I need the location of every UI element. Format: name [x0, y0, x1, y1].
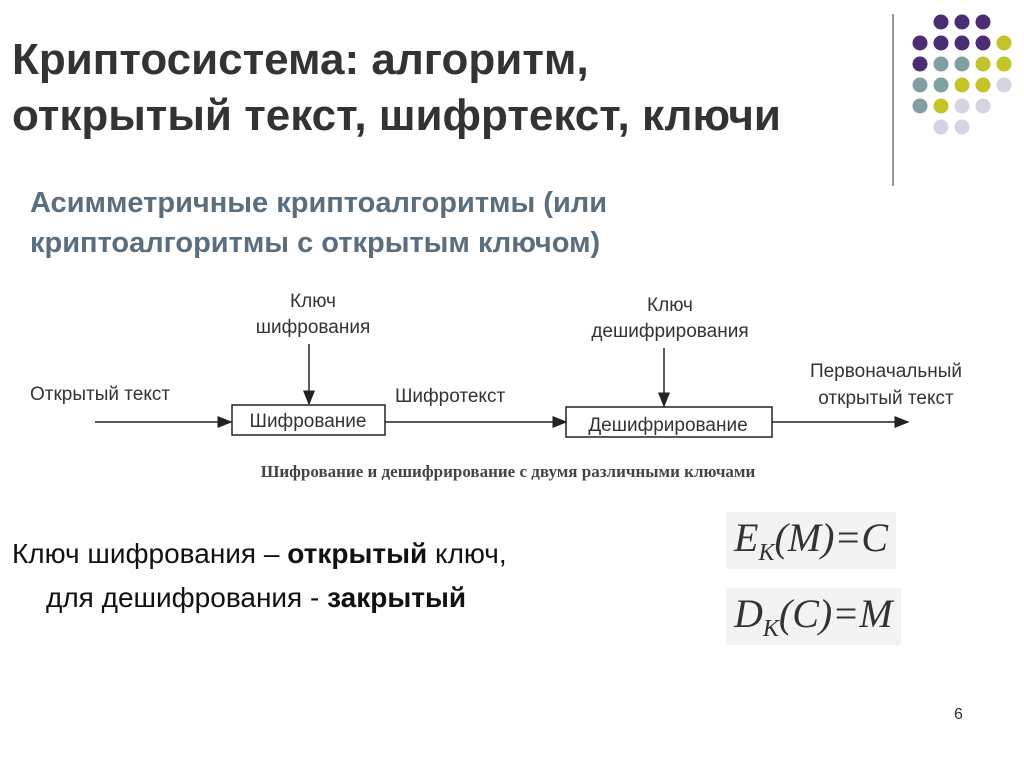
key-description: [12, 532, 507, 620]
decorative-dot: [955, 15, 970, 30]
formula-fn: E: [734, 515, 759, 560]
encryption-diagram: [0, 280, 1024, 490]
dec-key-label-1: Ключ: [647, 295, 693, 316]
title-line-1: Криптосистема: алгоритм,: [12, 35, 589, 84]
desc-text: Ключ шифрования –: [12, 538, 288, 569]
decorative-dot: [934, 57, 949, 72]
decorative-dot: [913, 99, 928, 114]
decorative-dot: [955, 99, 970, 114]
decorative-dot: [934, 78, 949, 93]
decorative-dot: [955, 36, 970, 51]
slide-title: [12, 32, 892, 144]
diagram-caption: Шифрование и дешифрирование с двумя различными ключами: [260, 462, 756, 481]
formula-arg: (C)=M: [778, 591, 893, 636]
divider-line: [892, 14, 894, 186]
formula-sub: K: [762, 616, 779, 642]
dec-key-label-2: дешифрирования: [591, 321, 749, 342]
decorative-dot: [997, 78, 1012, 93]
decryption-formula: [726, 588, 901, 645]
input-label: Открытый текст: [30, 384, 171, 405]
desc-text: ключ,: [427, 538, 507, 569]
decorative-dot: [955, 78, 970, 93]
desc-bold-open: открытый: [287, 538, 428, 569]
decorative-dot: [997, 36, 1012, 51]
formula-fn: D: [734, 591, 763, 636]
key-description-line-2: [12, 576, 507, 620]
decorative-dot: [976, 15, 991, 30]
decorative-dot: [913, 57, 928, 72]
decorative-dot: [913, 78, 928, 93]
decorative-dot: [934, 36, 949, 51]
formula-arg: (M)=C: [774, 515, 889, 560]
decorative-dot: [934, 120, 949, 135]
desc-text: для дешифрования -: [46, 582, 328, 613]
decorative-dot: [976, 36, 991, 51]
enc-key-label-1: Ключ: [290, 291, 336, 312]
subtitle-line-1: Асимметричные криптоалгоритмы (или: [30, 187, 608, 219]
decorative-dot: [934, 15, 949, 30]
decorative-dot: [955, 57, 970, 72]
subtitle-line-2: криптоалгоритмы с открытым ключом): [30, 227, 601, 259]
encryption-box-label: Шифрование: [249, 411, 367, 432]
decorative-dot: [976, 57, 991, 72]
output-label-2: открытый текст: [818, 388, 954, 409]
title-line-2: открытый текст, шифртекст, ключи: [12, 91, 781, 140]
encryption-formula: [726, 512, 896, 569]
formula-sub: K: [758, 540, 775, 566]
ciphertext-label: Шифротекст: [395, 386, 506, 407]
decorative-dot: [934, 99, 949, 114]
decorative-dot: [955, 120, 970, 135]
decorative-dots: [908, 12, 1012, 162]
desc-bold-closed: закрытый: [327, 582, 467, 613]
slide-subtitle: [30, 183, 750, 263]
page-number: 6: [954, 706, 963, 723]
decorative-dot: [913, 36, 928, 51]
decryption-box-label: Дешифрирование: [588, 415, 748, 436]
decorative-dot: [976, 78, 991, 93]
decorative-dot: [997, 57, 1012, 72]
key-description-line-1: [12, 532, 507, 576]
enc-key-label-2: шифрования: [255, 317, 371, 338]
decorative-dot: [976, 99, 991, 114]
output-label-1: Первоначальный: [809, 361, 963, 382]
